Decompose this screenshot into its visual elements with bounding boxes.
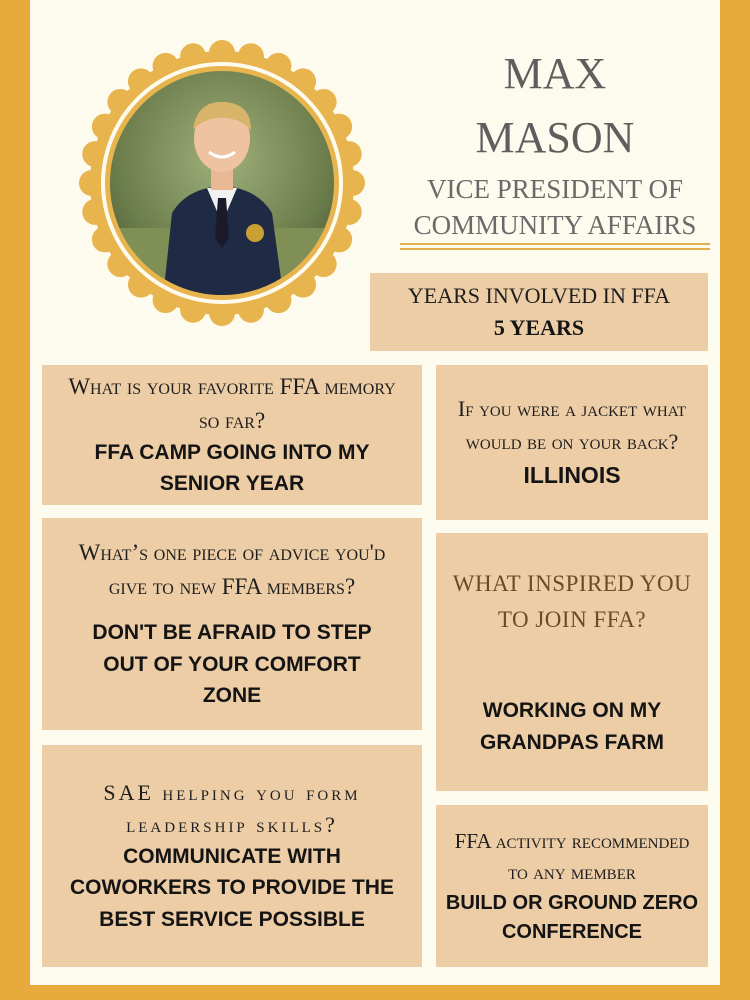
years-answer: 5 YEARS (493, 315, 585, 341)
advice-card (42, 518, 422, 730)
inspired-card (436, 533, 708, 791)
jacket-question: If you were a jacket what would be on your back? (457, 396, 687, 455)
role-line-1: VICE PRESIDENT OF (426, 174, 684, 204)
portrait-photo-icon (77, 38, 367, 328)
activity-question: FFA activity recommended to any member (454, 828, 690, 884)
advice-answer: DON'T BE AFRAID TO STEP OUT OF YOUR COMFORT ZONE (92, 621, 372, 708)
jacket-answer: ILLINOIS (523, 462, 621, 489)
divider-line (400, 243, 710, 245)
last-name: MASON (475, 113, 635, 162)
inspired-answer: WORKING ON MY GRANDPAS FARM (480, 699, 664, 754)
poster (30, 0, 720, 985)
memory-question: What is your favorite FFA memory so far? (68, 374, 396, 433)
portrait-badge (77, 38, 367, 328)
memory-answer: FFA CAMP GOING INTO MY SENIOR YEAR (94, 440, 370, 496)
first-name: MAX (503, 49, 607, 98)
divider-line (400, 248, 710, 250)
inspired-question: WHAT INSPIRED YOU TO JOIN FFA? (452, 570, 692, 632)
jacket-card (436, 365, 708, 520)
activity-card (436, 805, 708, 967)
sae-question: SAE helping you form leadership skills? (103, 779, 361, 837)
sae-card (42, 745, 422, 967)
years-card (370, 273, 708, 351)
activity-answer: BUILD OR GROUND ZERO CONFERENCE (445, 891, 699, 943)
role-line-2: COMMUNITY AFFAIRS (413, 210, 697, 240)
sae-answer: COMMUNICATE WITH COWORKERS TO PROVIDE THE BEST SERVICE POSSIBLE (70, 844, 394, 931)
memory-card (42, 365, 422, 505)
years-question: YEARS INVOLVED IN FFA (407, 282, 671, 308)
advice-question: What’s one piece of advice you'd give to new FFA members? (78, 540, 386, 599)
